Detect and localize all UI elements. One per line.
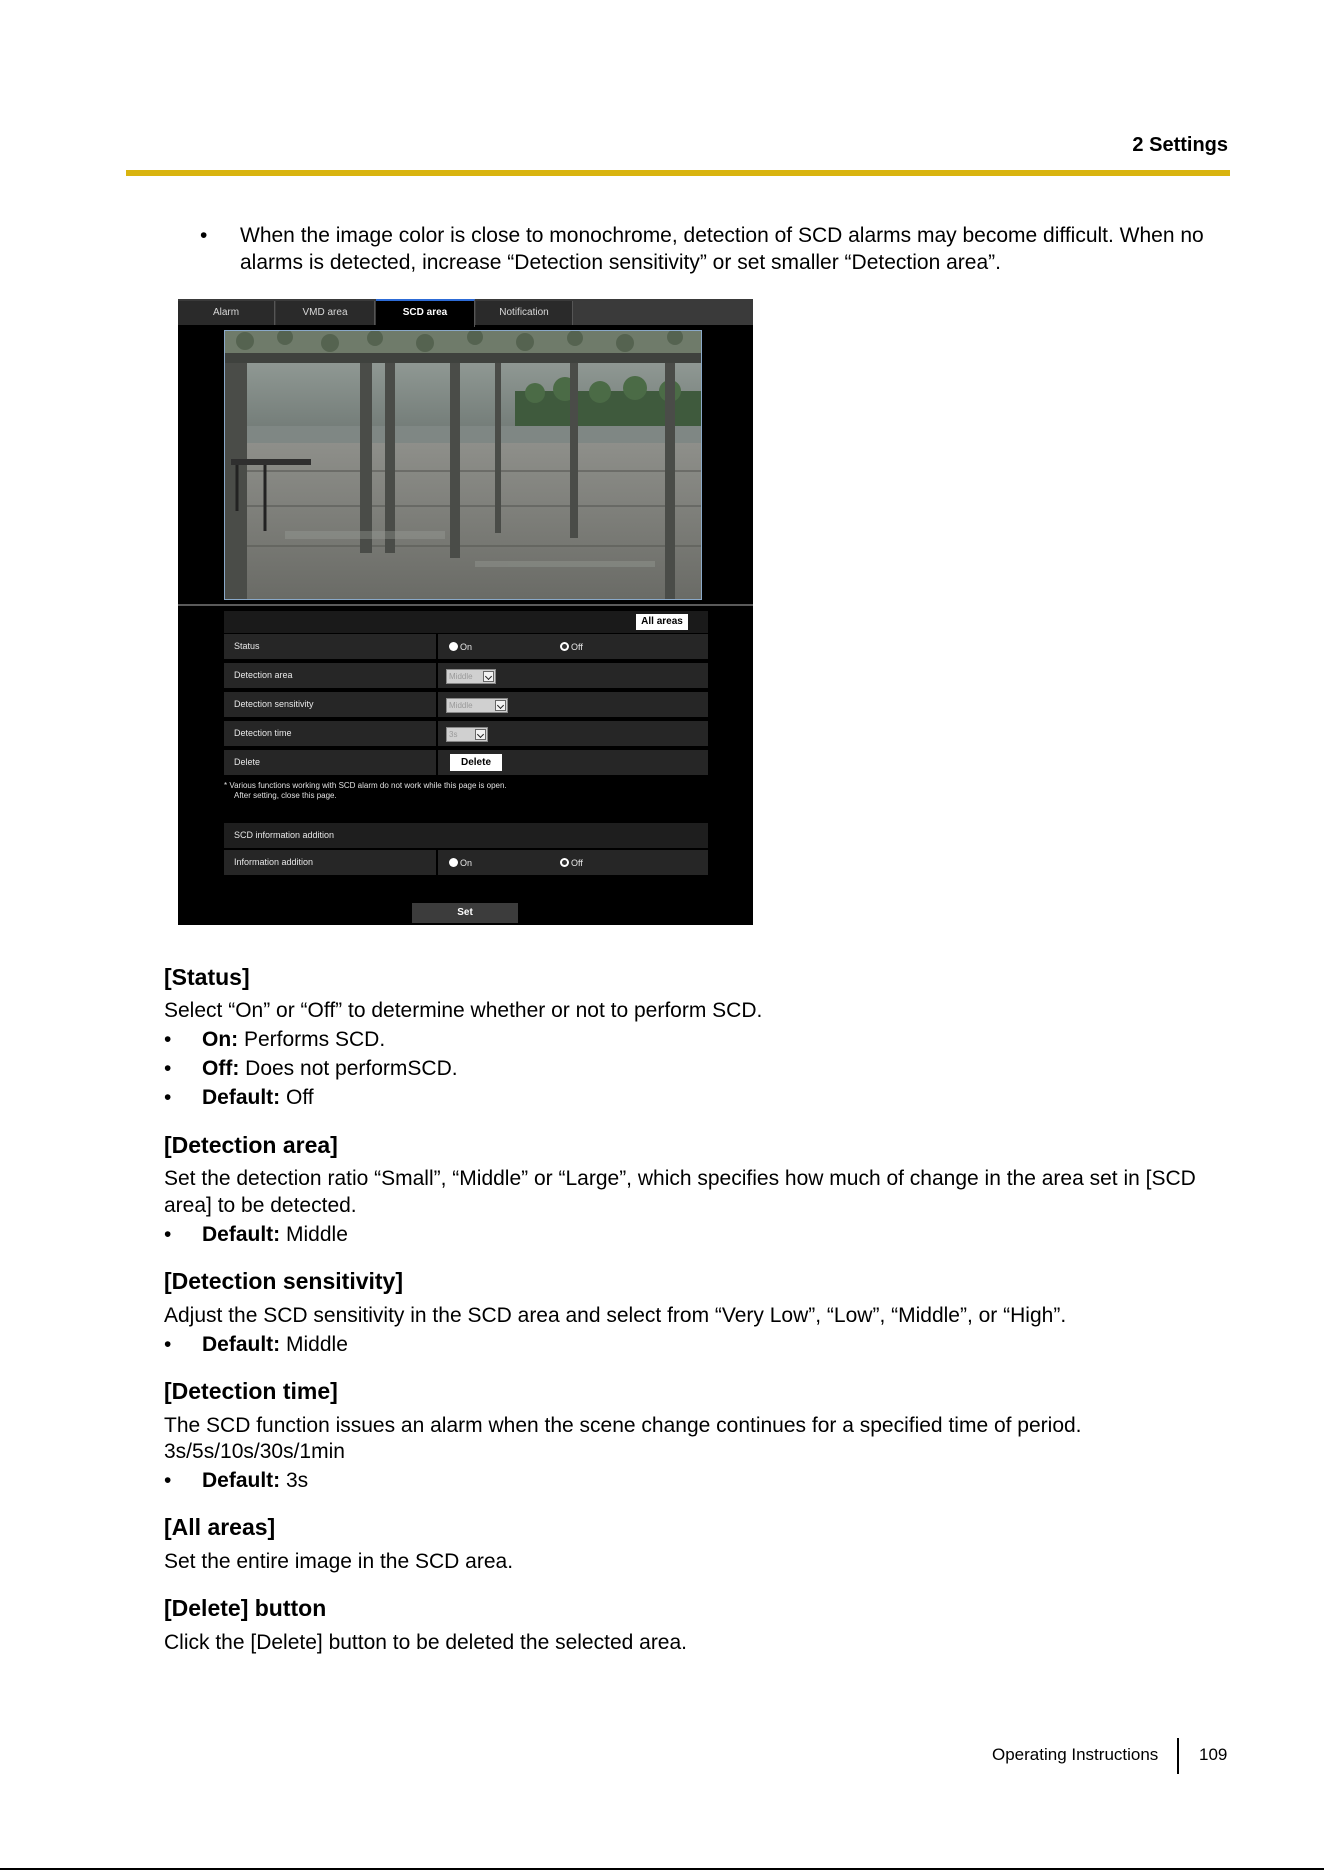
tab-bar: [178, 299, 753, 325]
scd-settings-screenshot: [178, 299, 753, 925]
bullet: •: [200, 224, 208, 247]
chevron-down-icon: [483, 671, 494, 682]
info-section-title: SCD information addition: [234, 830, 335, 840]
tab-scd-area[interactable]: SCD area: [376, 299, 475, 327]
detection-sensitivity-desc: Adjust the SCD sensitivity in the SCD area and select from “Very Low”, “Low”, “Middle”, or “High”.: [164, 1304, 1067, 1327]
info-addition-table: [224, 823, 708, 875]
tab-alarm[interactable]: Alarm: [178, 301, 275, 325]
status-off-radio[interactable]: [560, 642, 569, 651]
info-addition-row: [224, 850, 708, 877]
footer-doc-title: Operating Instructions: [992, 1745, 1159, 1764]
detection-sensitivity-heading: [Detection sensitivity]: [164, 1268, 403, 1294]
detection-time-heading: [Detection time]: [164, 1378, 338, 1404]
detection-sensitivity-select[interactable]: [446, 698, 508, 713]
detection-sensitivity-label: Detection sensitivity: [234, 699, 314, 709]
detection-time-value: 3s: [449, 730, 458, 739]
chevron-down-icon: [495, 700, 506, 711]
section-title: 2 Settings: [1132, 134, 1228, 156]
all-areas-button[interactable]: All areas: [636, 614, 688, 630]
detection-area-select[interactable]: [446, 669, 496, 684]
all-areas-desc: Set the entire image in the SCD area.: [164, 1550, 514, 1573]
intro-text: When the image color is close to monochrome, detection of SCD alarms may become difficult. When no alarms is detected, increase “Detection sensitivity” or set smaller “Detection area”.: [240, 224, 1204, 274]
warning-note-line2: After setting, close this page.: [234, 791, 337, 800]
detection-area-value: Middle: [449, 672, 473, 681]
detection-area-desc: Set the detection ratio “Small”, “Middle” or “Large”, which specifies how much of change in the area set in [SCD area] to be detected.: [164, 1167, 1196, 1217]
chevron-down-icon: [475, 729, 486, 740]
tab-notification[interactable]: Notification: [476, 301, 573, 325]
info-section-header: [224, 823, 708, 850]
detection-sensitivity-row: [224, 692, 708, 719]
detection-time-row: [224, 721, 708, 748]
footer-page-number: 109: [1199, 1745, 1228, 1764]
detection-time-label: Detection time: [234, 728, 292, 738]
info-off-label: Off: [571, 858, 583, 868]
all-areas-heading: [All areas]: [164, 1514, 276, 1540]
warning-note-line1: * Various functions working with SCD alarm do not work while this page is open.: [224, 781, 507, 790]
camera-scene: [225, 331, 701, 599]
info-addition-label: Information addition: [234, 857, 314, 867]
delete-button[interactable]: Delete: [450, 754, 502, 771]
detection-area-heading: [Detection area]: [164, 1132, 338, 1158]
info-off-radio[interactable]: [560, 858, 569, 867]
detection-time-select[interactable]: [446, 727, 488, 742]
scd-settings-table: [224, 634, 708, 775]
all-areas-strip: [224, 611, 708, 633]
status-desc: Select “On” or “Off” to determine whether or not to perform SCD.: [164, 999, 763, 1022]
tab-vmd-area[interactable]: VMD area: [276, 301, 375, 325]
status-on-label: On: [460, 642, 473, 652]
detection-time-options: 3s/5s/10s/30s/1min: [164, 1440, 345, 1463]
footer-divider: [1177, 1738, 1179, 1774]
detection-time-desc: The SCD function issues an alarm when the scene change continues for a specified time of period.: [164, 1414, 1082, 1437]
info-on-radio[interactable]: [449, 858, 458, 867]
page-bottom-rule: [0, 1868, 1324, 1870]
status-off-label: Off: [571, 642, 583, 652]
delete-heading: [Delete] button: [164, 1595, 327, 1621]
status-label: Status: [234, 641, 260, 651]
delete-desc: Click the [Delete] button to be deleted the selected area.: [164, 1631, 688, 1654]
header-rule: [126, 170, 1230, 176]
status-heading: [Status]: [164, 964, 250, 990]
detection-area-label: Detection area: [234, 670, 293, 680]
set-button[interactable]: Set: [412, 903, 518, 923]
detection-area-row: [224, 663, 708, 690]
info-on-label: On: [460, 858, 473, 868]
delete-label: Delete: [234, 757, 261, 767]
divider: [178, 604, 753, 606]
delete-row: [224, 750, 708, 777]
detection-sensitivity-value: Middle: [449, 701, 473, 710]
status-on-radio[interactable]: [449, 642, 458, 651]
status-row: [224, 634, 708, 661]
camera-preview-image[interactable]: [224, 330, 702, 600]
